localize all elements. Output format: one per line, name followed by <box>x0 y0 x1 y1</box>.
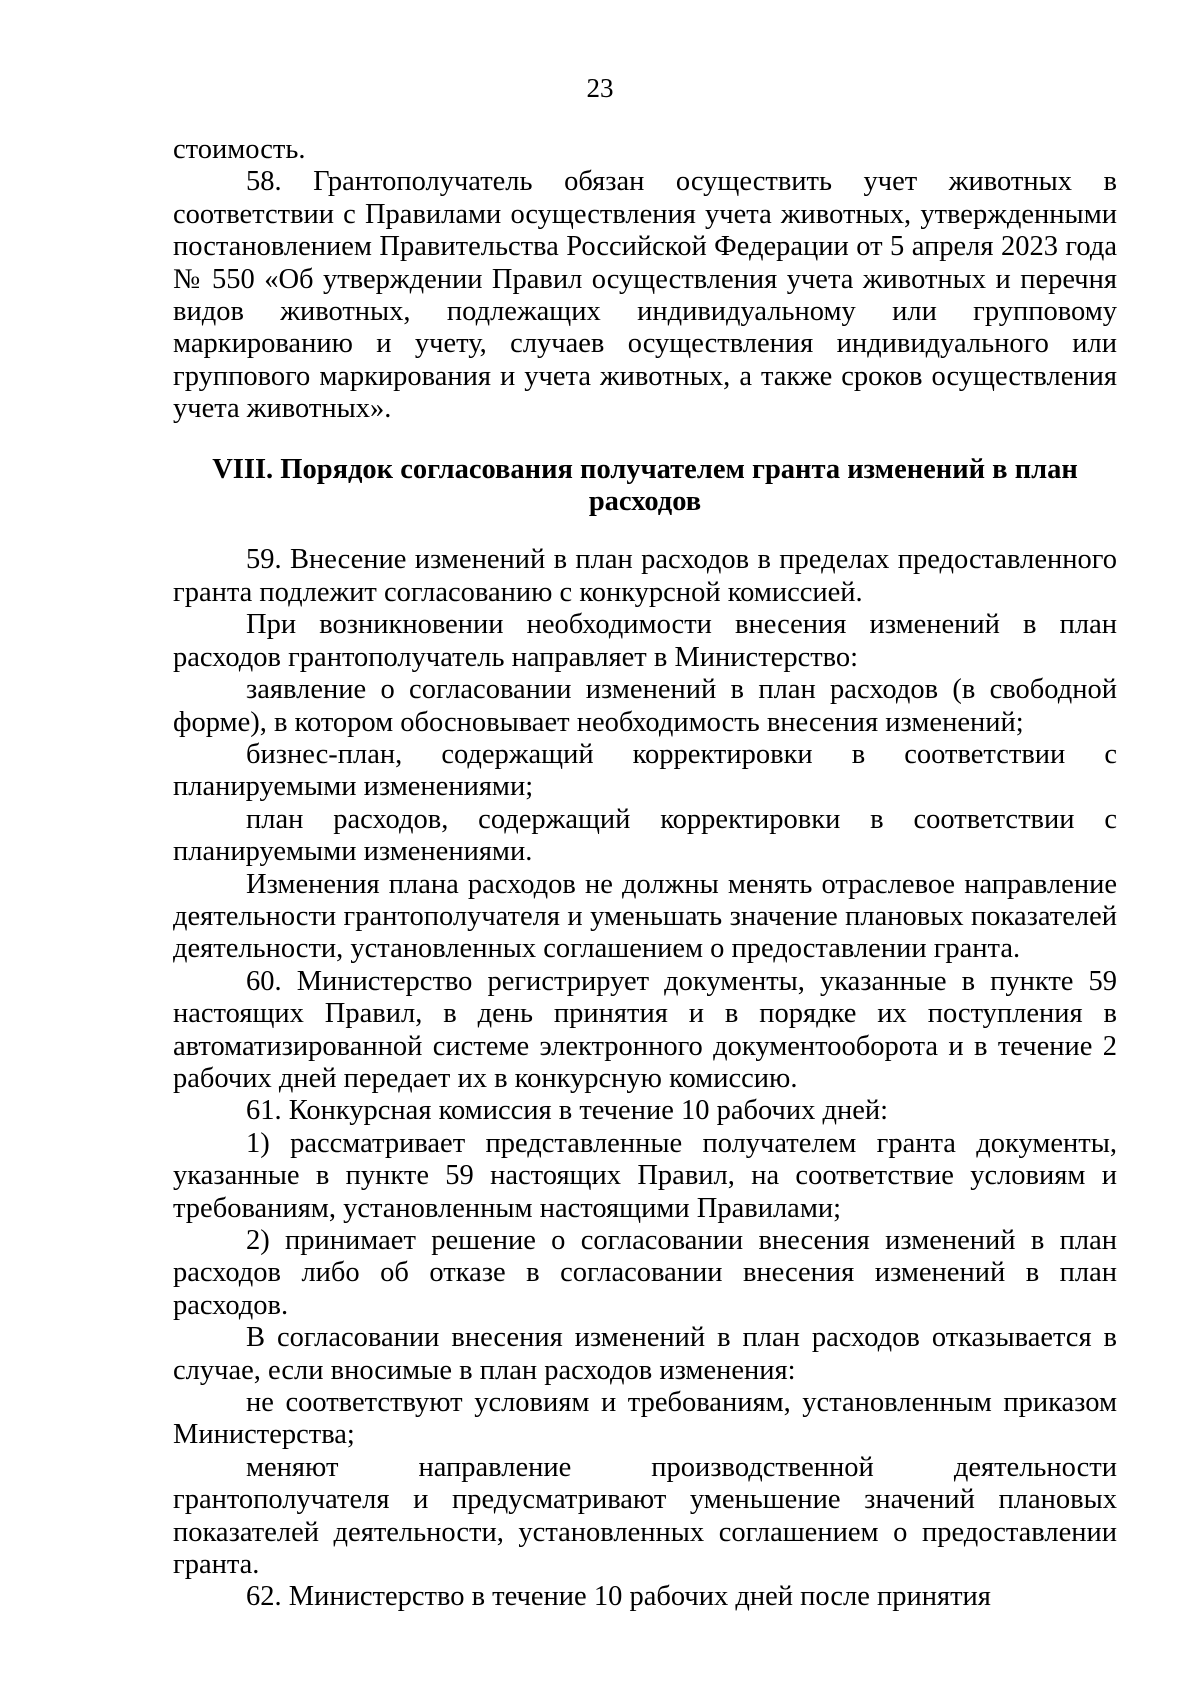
paragraph: 59. Внесение изменений в план расходов в пределах предоставленного гранта подлежит согласованию с конкурсной комиссией. <box>173 544 1117 608</box>
paragraph: 58. Грантополучатель обязан осуществить учет животных в соответствии с Правилами осуществления учета животных, утвержденными постановлением Правительства Российской Федерации от 5 апреля 2023 года № 550 «Об утверждении Правил осуществления учета животных и перечня видов животных, подлежащих индивидуальному или групповому маркированию и учету, случаев осуществления индивидуального или группового маркирования и учета животных, а также сроков осуществления учета животных». <box>173 166 1117 425</box>
paragraph: заявление о согласовании изменений в план расходов (в свободной форме), в котором обосновывает необходимость внесения изменений; <box>173 674 1117 738</box>
paragraph: стоимость. <box>173 134 306 165</box>
page-number: 23 <box>586 73 614 103</box>
paragraph: план расходов, содержащий корректировки в соответствии с планируемыми изменениями. <box>173 803 1117 868</box>
section-heading-line: VIII. Порядок согласования получателем гранта изменений в план <box>212 453 1078 485</box>
section-heading-line: расходов <box>588 486 702 518</box>
paragraph: Изменения плана расходов не должны менять отраслевое направление деятельности грантополучателя и уменьшать значение плановых показателей деятельности, установленных соглашением о предоставлении гранта. <box>173 868 1117 965</box>
paragraph: меняют направление производственной деятельности грантополучателя и предусматривают уменьшение значений плановых показателей деятельности, установленных соглашением о предоставлении гранта. <box>173 1451 1117 1581</box>
paragraph: При возникновении необходимости внесения изменений в план расходов грантополучатель направляет в Министерство: <box>173 609 1117 673</box>
document-body <box>173 134 1117 1614</box>
paragraphs-before-heading <box>173 134 1117 426</box>
paragraph: 62. Министерство в течение 10 рабочих дней после принятия <box>246 1581 991 1613</box>
section-heading <box>173 454 1117 519</box>
paragraph: 2) принимает решение о согласовании внесения изменений в план расходов либо об отказе в согласовании внесения изменений в план расходов. <box>173 1225 1117 1321</box>
paragraph: не соответствуют условиям и требованиям, установленным приказом Министерства; <box>173 1387 1117 1451</box>
paragraph: бизнес-план, содержащий корректировки в соответствии с планируемыми изменениями; <box>173 738 1117 803</box>
paragraphs-after-heading <box>173 544 1117 1613</box>
paragraph: 61. Конкурсная комиссия в течение 10 рабочих дней: <box>246 1095 889 1127</box>
paragraph: В согласовании внесения изменений в план расходов отказывается в случае, если вносимые в план расходов изменения: <box>173 1322 1117 1386</box>
paragraph: 1) рассматривает представленные получателем гранта документы, указанные в пункте 59 настоящих Правил, на соответствие условиям и требованиям, установленным настоящими Правилами; <box>173 1127 1117 1224</box>
paragraph: 60. Министерство регистрирует документы, указанные в пункте 59 настоящих Правил, в день принятия и в порядке их поступления в автоматизированной системе электронного документооборота и в течение 2 рабочих дней передает их в конкурсную комиссию. <box>173 965 1117 1094</box>
